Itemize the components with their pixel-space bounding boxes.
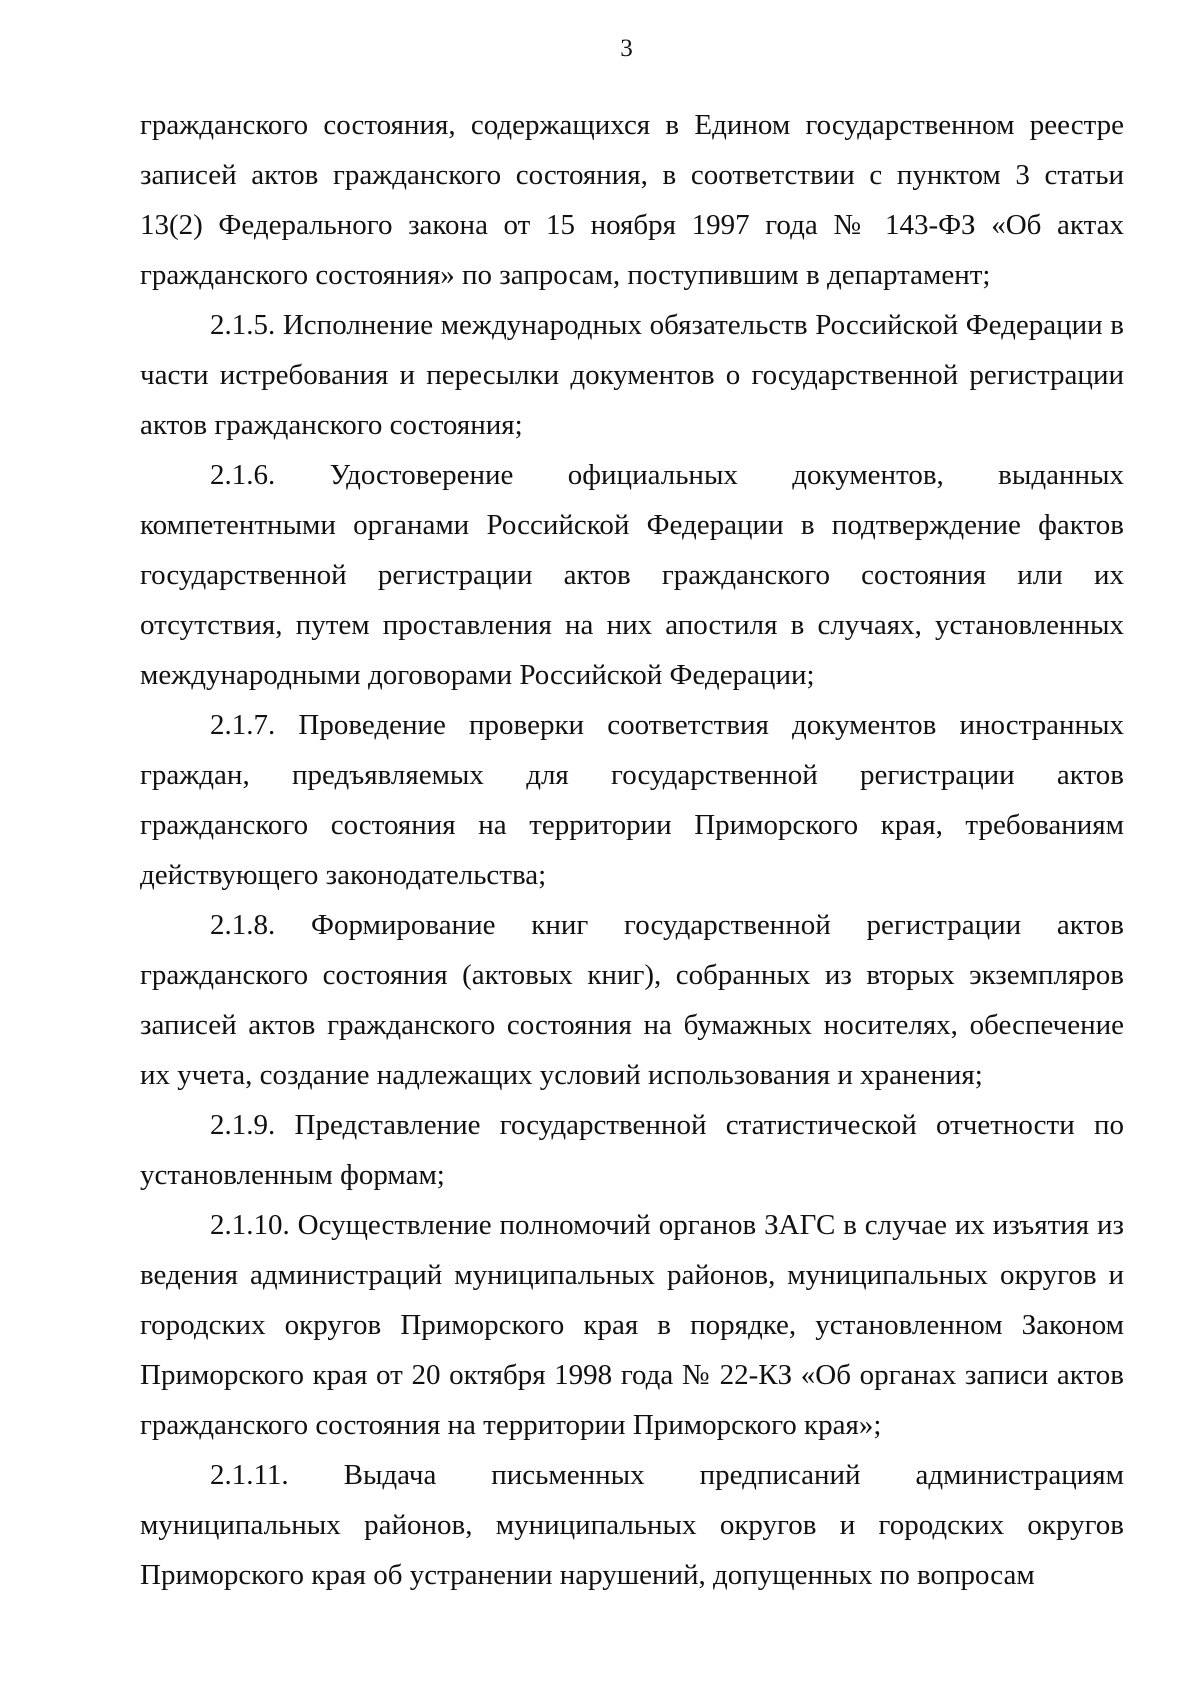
document-body — [140, 100, 1124, 1600]
page-number: 3 — [620, 35, 633, 62]
paragraph-continuation: гражданского состояния, содержащихся в Едином государственном реестре записей актов гражданского состояния, в соответствии с пунктом 3 статьи 13(2) Федерального закона от 15 ноября 1997 года № 143-ФЗ «Об актах гражданского состояния» по запросам, поступившим в департамент; — [140, 109, 1124, 291]
paragraph-2-1-8: 2.1.8. Формирование книг государственной регистрации актов гражданского состояния (актовых книг), собранных из вторых экземпляров записей актов гражданского состояния на бумажных носителях, обеспечение их учета, создание надлежащих условий использования и хранения; — [140, 909, 1124, 1091]
paragraph-2-1-10: 2.1.10. Осуществление полномочий органов ЗАГС в случае их изъятия из ведения администраций муниципальных районов, муниципальных округов и городских округов Приморского края в порядке, установленном Законом Приморского края от 20 октября 1998 года № 22-КЗ «Об органах записи актов гражданского состояния на территории Приморского края»; — [140, 1209, 1124, 1441]
paragraph-2-1-6: 2.1.6. Удостоверение официальных документов, выданных компетентными органами Российской Федерации в подтверждение фактов государственной регистрации актов гражданского состояния или их отсутствия, путем проставления на них апостиля в случаях, установленных международными договорами Российской Федерации; — [140, 459, 1124, 691]
paragraph-2-1-11: 2.1.11. Выдача письменных предписаний администрациям муниципальных районов, муниципальных округов и городских округов Приморского края об устранении нарушений, допущенных по вопросам — [140, 1459, 1124, 1591]
paragraph-2-1-7: 2.1.7. Проведение проверки соответствия документов иностранных граждан, предъявляемых для государственной регистрации актов гражданского состояния на территории Приморского края, требованиям действующего законодательства; — [140, 709, 1124, 891]
paragraph-2-1-5: 2.1.5. Исполнение международных обязательств Российской Федерации в части истребования и пересылки документов о государственной регистрации актов гражданского состояния; — [140, 309, 1124, 441]
paragraph-2-1-9: 2.1.9. Представление государственной статистической отчетности по установленным формам; — [140, 1109, 1124, 1191]
